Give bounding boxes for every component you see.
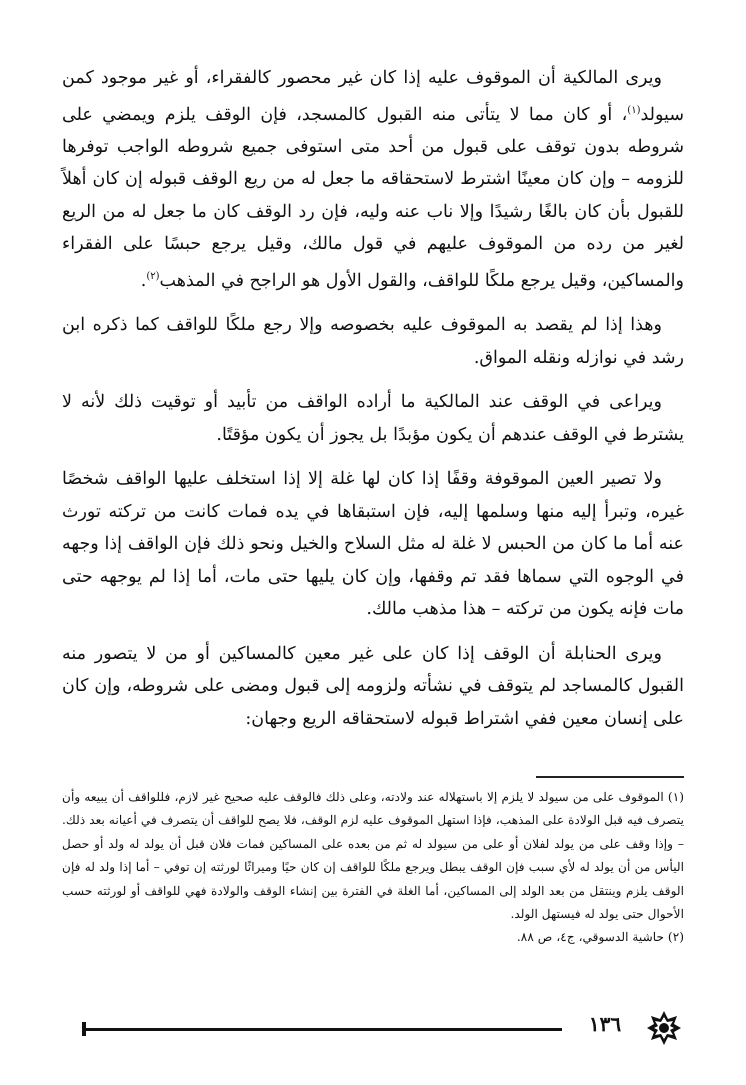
paragraph-text: . xyxy=(140,270,147,291)
footnotes xyxy=(62,786,684,950)
book-page xyxy=(62,62,684,1062)
footnote-marker: (٢) xyxy=(146,270,160,282)
page-number: ١٣٦ xyxy=(588,1012,622,1036)
footnote-2: (٢) حاشية الدسوقي، ج٤، ص ٨٨. xyxy=(516,930,684,945)
paragraph-property-status: ولا تصير العين الموقوفة وقفًا إذا كان لها غلة إلا إذا استخلف عليها الواقف شخصًا غيره، وتبرأ إليه منها وسلمها إليه، فإن استبقاها في يده فمات كانت من تركته تورث عنه أما ما كان من الحبس لا غلة له مثل السلاح والخيل ونحو ذلك فإن الواقف إذا وجهه في الوجوه التي سماها فقد تم وقفها، وإن كان يليها حتى مات، أما إذا لم يوجهه حتى مات فإنه يكون من تركته – هذا مذهب مالك. xyxy=(62,469,684,620)
paragraph-duration: ويراعى في الوقف عند المالكية ما أراده الواقف من تأبيد أو توقيت ذلك لأنه لا يشترط في الوقف عندهم أن يكون مؤبدًا بل يجوز أن يكون مؤقتًا. xyxy=(62,392,684,445)
ornament-icon xyxy=(646,1010,682,1046)
paragraph-text: ويرى المالكية أن الموقوف عليه إذا كان غير محصور كالفقراء، أو غير موجود كمن سيولد xyxy=(62,68,684,125)
footnote-marker: (١) xyxy=(627,104,641,116)
paragraph-text: ، أو كان مما لا يتأتى منه القبول كالمسجد، فإن الوقف يلزم ويمضي على شروطه بدون توقف على قبول من أحد متى استوفى جميع شروطه الواجب توفرها للزومه – وإن كان معينًا اشترط لاستحقاقه ما جعل له من ريع الوقف قبوله إن كان أهلاً للقبول بأن كان بالغًا رشيدًا وإلا ناب عنه وليه، فإن رد الوقف كان ما جعل له من الريع لغير من رده من الموقوف عليهم في قول مالك، وقيل يرجع حبسًا على الفقراء والمساكين، وقيل يرجع ملكًا للواقف، والقول الأول هو الراجح في المذهب xyxy=(62,104,684,291)
footnote-1: (١) الموقوف على من سيولد لا يلزم إلا باستهلاله عند ولادته، وعلى ذلك فالوقف عليه صحيح غير لازم، فللواقف أن يبيعه وأن يتصرف فيه قبل الولادة على المذهب، فإذا استهل الموقوف عليه لزم الوقف، فلا يصح للواقف أن يتصرف في أعيانه بعد ذلك. – وإذا وقف على من يولد لفلان أو على من سيولد له ثم من بعده على المساكين فمات فلان قبل أن يولد له ولد أو حصل اليأس من أن يولد له لأي سبب فإن الوقف يبطل ويرجع ملكًا للواقف إن كان حيًا وميراثًا لورثته إن توفي – أما إذا ولد له فإن الوقف يلزم وينتقل من بعد الولد إلى المساكين، أما الغلة في الفترة بين إنشاء الوقف والولادة فهي للواقف أو لورثته حسب الأحوال حتى يولد له فيستهل الولد. xyxy=(62,790,684,922)
paragraph-maliki-beneficiary xyxy=(62,62,684,297)
paragraph-hanbali: ويرى الحنابلة أن الوقف إذا كان على غير معين كالمساكين أو من لا يتصور منه القبول كالمساجد لم يتوقف في نشأته ولزومه إلى قبول ومضى على شروطه، وإن كان على إنسان معين ففي اشتراط قبوله لاستحقاقه الريع وجهان: xyxy=(62,643,684,729)
page-footer xyxy=(62,1010,684,1050)
footnote-separator xyxy=(536,776,684,778)
paragraph-ibn-rushd: وهذا إذا لم يقصد به الموقوف عليه بخصوصه وإلا رجع ملكًا للواقف كما ذكره ابن رشد في نوازله ونقله المواق. xyxy=(62,315,684,368)
footer-rule xyxy=(84,1028,562,1031)
